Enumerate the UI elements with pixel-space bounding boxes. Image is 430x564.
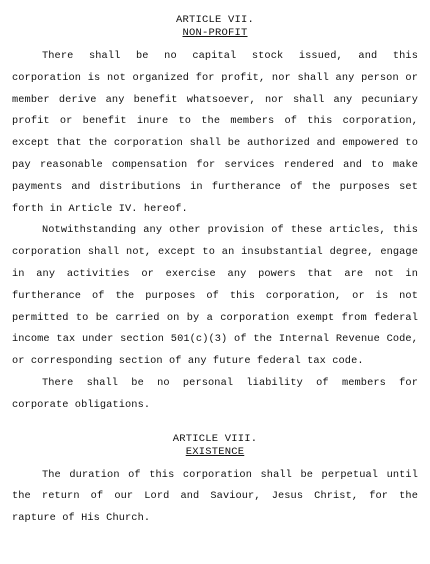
article-vii-paragraph-1: There shall be no capital stock issued, and this corporation is not organized for profit, nor shall any person or member derive any benefit whatsoever, nor shall any pecuniary profit or benefit inure to the members of this corporation, except that the corporation shall be authorized and empowered to pay reasonable compensation for services rendered and to make payments and distributions in furtherance of the purposes set forth in Article IV. hereof. bbox=[12, 50, 418, 215]
article-viii-heading bbox=[12, 433, 418, 459]
article-vii-paragraph-3: There shall be no personal liability of members for corporate obligations. bbox=[12, 376, 418, 411]
article-vii-heading bbox=[12, 14, 418, 40]
article-vii-paragraph-2: Notwithstanding any other provision of these articles, this corporation shall not, except to an insubstantial degree, engage in any activities or exercise any powers that are not in furtherance of the purposes of this corporation, or is not permitted to be carried on by a corporation exempt from federal income tax under section 501(c)(3) of the Internal Revenue Code, or corresponding section of any future federal tax code. bbox=[12, 224, 418, 368]
article-viii-subtitle: EXISTENCE bbox=[185, 445, 245, 458]
article-viii-title: ARTICLE VIII. bbox=[172, 432, 258, 445]
article-vii-title: ARTICLE VII. bbox=[175, 14, 254, 26]
article-viii-paragraph-1: The duration of this corporation shall be perpetual until the return of our Lord and Saviour, Jesus Christ, for the rapture of His Church. bbox=[12, 468, 418, 525]
article-vii-subtitle: NON-PROFIT bbox=[182, 27, 248, 39]
